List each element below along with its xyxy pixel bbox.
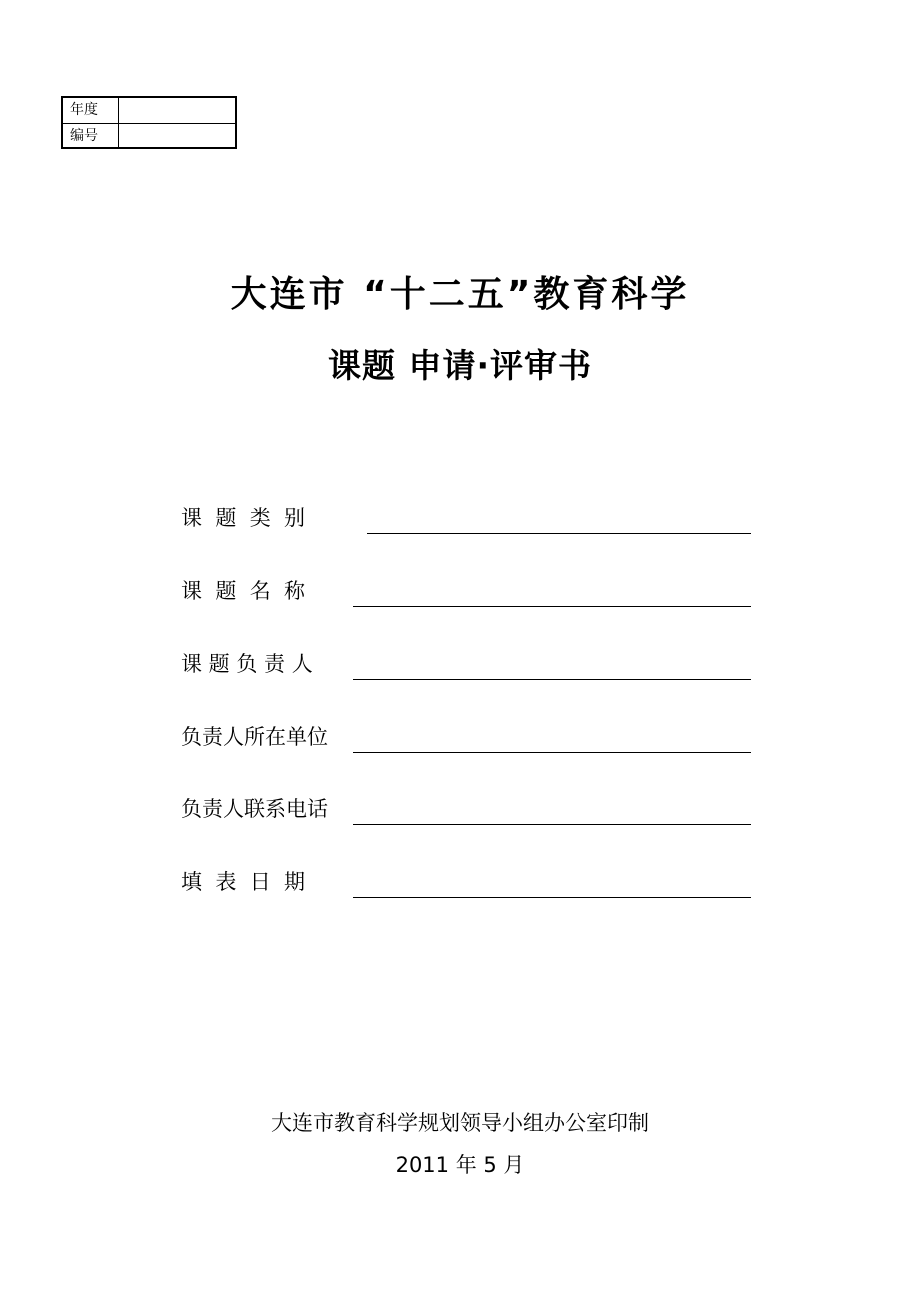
field-line-leader-unit[interactable] (353, 752, 751, 753)
year-value-cell[interactable] (119, 98, 235, 123)
field-label-project-category: 课 题 类 别 (181, 506, 306, 530)
field-leader-phone (181, 793, 751, 825)
field-label-project-leader: 课 题 负 责 人 (181, 652, 313, 676)
number-value-cell[interactable] (119, 124, 235, 149)
year-number-table (61, 96, 237, 149)
year-label: 年度 (63, 98, 119, 123)
field-project-name (181, 575, 751, 607)
number-row (63, 123, 235, 149)
field-project-category (181, 502, 751, 534)
field-label-leader-unit: 负责人所在单位 (181, 725, 328, 749)
field-label-project-name: 课 题 名 称 (181, 579, 306, 603)
document-title: 大连市 “十二五”教育科学 (230, 274, 690, 315)
year-row (63, 98, 235, 123)
field-line-project-category[interactable] (367, 533, 751, 534)
issue-date: 2011 年 5 月 (395, 1153, 525, 1177)
document-subtitle: 课题 申请·评审书 (327, 346, 593, 385)
number-label: 编号 (63, 124, 119, 149)
field-fill-date (181, 866, 751, 898)
field-line-project-leader[interactable] (353, 679, 751, 680)
issuer-line: 大连市教育科学规划领导小组办公室印制 (271, 1111, 649, 1135)
field-line-leader-phone[interactable] (353, 824, 751, 825)
field-leader-unit (181, 721, 751, 753)
field-project-leader (181, 648, 751, 680)
field-label-leader-phone: 负责人联系电话 (181, 797, 328, 821)
field-line-fill-date[interactable] (353, 897, 751, 898)
field-line-project-name[interactable] (353, 606, 751, 607)
field-label-fill-date: 填 表 日 期 (181, 870, 306, 894)
